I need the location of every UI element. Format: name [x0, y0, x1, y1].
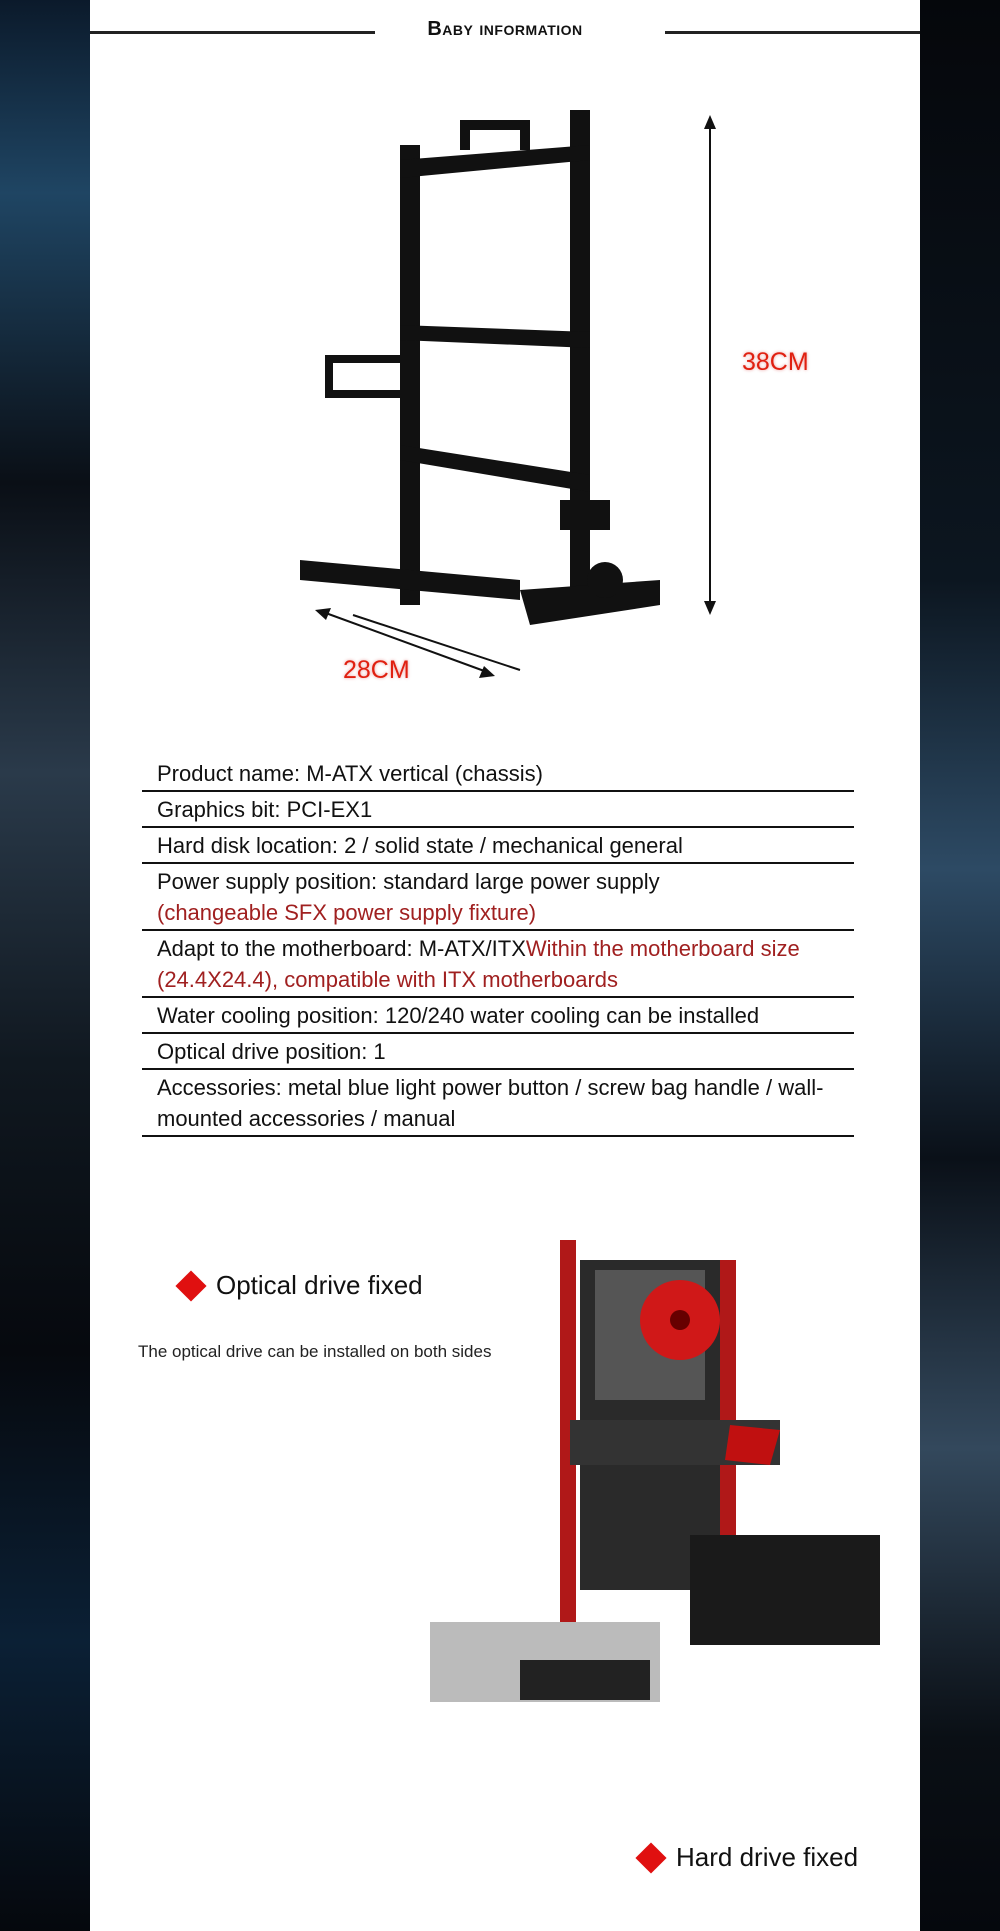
spec-text: Product name: M-ATX vertical (chassis): [157, 761, 543, 786]
spec-text: Power supply position: standard large power supply: [157, 869, 660, 894]
feature-title: Hard drive fixed: [676, 1842, 859, 1872]
spec-row: [142, 931, 854, 998]
feature-heading-optical: [180, 1270, 423, 1301]
assembled-chassis-image: [410, 1230, 950, 1750]
spec-row: [142, 1070, 854, 1137]
spec-text: Accessories: metal blue light power button / screw bag handle / wall-mounted accessories / manual: [157, 1075, 824, 1131]
spec-text: Adapt to the motherboard: M-ATX/ITX: [157, 936, 526, 961]
spec-row: [142, 792, 854, 828]
section-title: Baby information: [427, 18, 583, 40]
height-label: 38CM: [742, 348, 809, 376]
spec-text: Water cooling position: 120/240 water cooling can be installed: [157, 1003, 760, 1028]
divider: [665, 31, 920, 34]
feature-title: Optical drive fixed: [216, 1270, 423, 1300]
spec-row: [142, 828, 854, 864]
spec-highlight: Within the motherboard size (24.4X24.4), compatible with ITX motherboards: [157, 936, 800, 992]
feature-heading-hard-drive: [640, 1842, 858, 1873]
spec-highlight: (changeable SFX power supply fixture): [157, 900, 537, 925]
spec-row: [142, 998, 854, 1034]
spec-row: [142, 864, 854, 931]
spec-text: Optical drive position: 1: [157, 1039, 386, 1064]
divider: [90, 31, 375, 34]
content-panel: [90, 0, 920, 1931]
height-arrow: [700, 115, 720, 615]
diamond-bullet-icon: [175, 1270, 206, 1301]
feature-description: The optical drive can be installed on both sides: [138, 1342, 492, 1361]
background-left: [0, 0, 90, 1931]
spec-text: Hard disk location: 2 / solid state / mechanical general: [157, 833, 683, 858]
spec-row: [142, 1034, 854, 1070]
spec-row: [142, 756, 854, 792]
spec-text: Graphics bit: PCI-EX1: [157, 797, 373, 822]
width-label: 28CM: [343, 656, 410, 684]
diamond-bullet-icon: [635, 1842, 666, 1873]
spec-table: [142, 756, 854, 1137]
section-header: [90, 18, 920, 46]
